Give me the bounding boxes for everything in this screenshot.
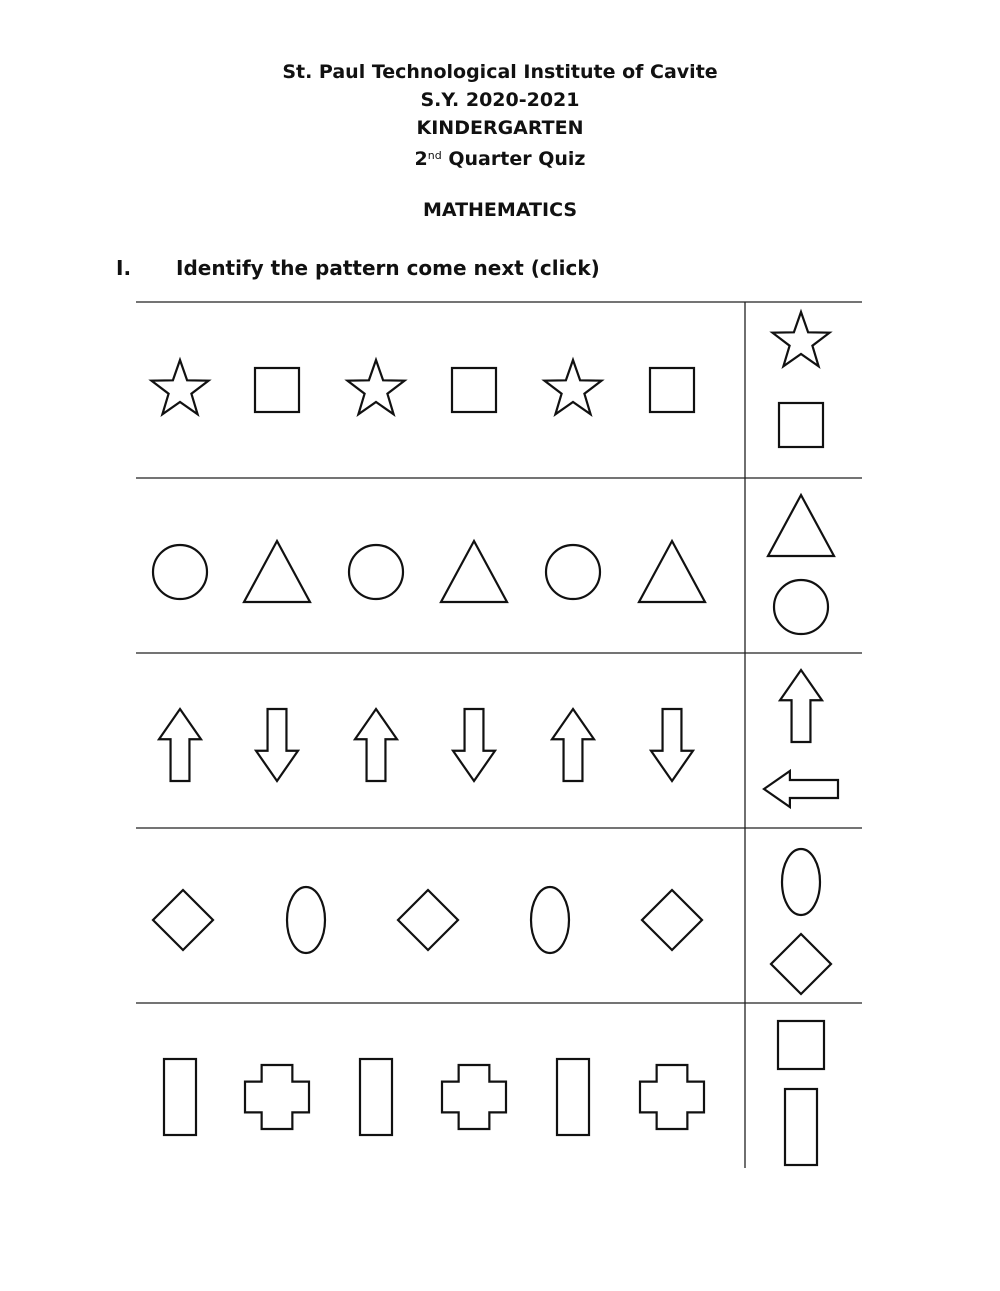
instruction-number: I. xyxy=(116,256,132,280)
cross-icon xyxy=(245,1065,309,1129)
rectangle-icon xyxy=(164,1059,196,1135)
star-icon xyxy=(545,360,602,414)
answer-hit-area[interactable] xyxy=(761,749,841,829)
arrow-down-icon xyxy=(256,709,298,781)
answer-choice[interactable] xyxy=(761,924,841,1004)
cross-icon xyxy=(640,1065,704,1129)
answer-hit-area[interactable] xyxy=(761,1087,841,1167)
arrow-up-icon xyxy=(552,709,594,781)
triangle-icon xyxy=(639,541,705,602)
square-icon xyxy=(650,368,694,412)
circle-icon xyxy=(546,545,600,599)
school-name: St. Paul Technological Institute of Cavite xyxy=(282,61,718,83)
rectangle-icon xyxy=(360,1059,392,1135)
answer-hit-area[interactable] xyxy=(761,1005,841,1085)
star-icon xyxy=(152,360,209,414)
arrow-down-icon xyxy=(453,709,495,781)
arrow-up-icon xyxy=(159,709,201,781)
answer-choice[interactable] xyxy=(761,749,841,829)
circle-icon xyxy=(153,545,207,599)
diamond-icon xyxy=(398,890,458,950)
oval-icon xyxy=(287,887,325,953)
square-icon xyxy=(452,368,496,412)
answer-choice[interactable] xyxy=(761,385,841,465)
grade-level: KINDERGARTEN xyxy=(416,117,584,139)
diamond-icon xyxy=(642,890,702,950)
cross-icon xyxy=(442,1065,506,1129)
oval-icon xyxy=(531,887,569,953)
pattern-row xyxy=(153,842,841,1004)
pattern-row xyxy=(164,1005,841,1167)
answer-choice[interactable] xyxy=(761,666,841,746)
rectangle-icon xyxy=(557,1059,589,1135)
answer-choice[interactable] xyxy=(761,842,841,922)
answer-hit-area[interactable] xyxy=(761,924,841,1004)
answer-hit-area[interactable] xyxy=(761,666,841,746)
answer-choice[interactable] xyxy=(761,1087,841,1167)
answer-hit-area[interactable] xyxy=(761,486,841,566)
answer-hit-area[interactable] xyxy=(761,842,841,922)
circle-icon xyxy=(349,545,403,599)
arrow-down-icon xyxy=(651,709,693,781)
triangle-icon xyxy=(244,541,310,602)
arrow-up-icon xyxy=(355,709,397,781)
triangle-icon xyxy=(441,541,507,602)
star-icon xyxy=(348,360,405,414)
diamond-icon xyxy=(153,890,213,950)
answer-choice[interactable] xyxy=(761,567,841,647)
school-year: S.Y. 2020-2021 xyxy=(420,89,580,111)
answer-choice[interactable] xyxy=(761,486,841,566)
answer-hit-area[interactable] xyxy=(761,385,841,465)
instruction-text: Identify the pattern come next (click) xyxy=(176,256,600,280)
answer-choice[interactable] xyxy=(761,1005,841,1085)
pattern-row xyxy=(153,486,841,647)
answer-choice[interactable] xyxy=(761,302,841,382)
square-icon xyxy=(255,368,299,412)
pattern-row xyxy=(159,666,841,829)
quarter-title: 2nd Quarter Quiz xyxy=(414,148,586,170)
subject-title: MATHEMATICS xyxy=(422,199,578,221)
pattern-row xyxy=(152,302,842,465)
